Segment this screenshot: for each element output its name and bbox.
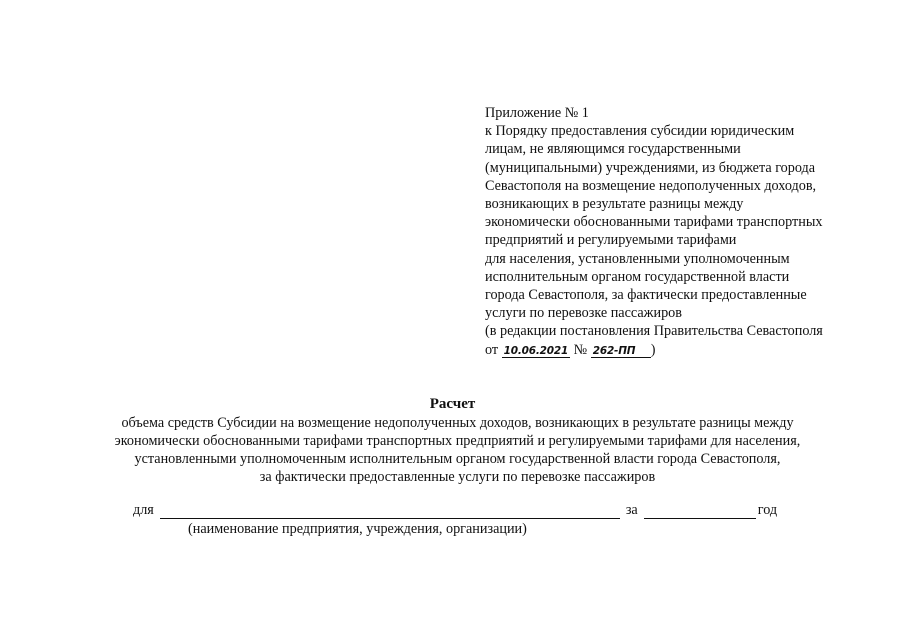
appendix-line: услуги по перевозке пассажиров xyxy=(485,305,682,322)
subtitle-line: установленными уполномоченным исполнительным органом государственной власти города Севастополя, xyxy=(134,451,781,467)
organization-form-row xyxy=(133,502,777,519)
appendix-line: лицам, не являющимся государственными xyxy=(485,141,741,158)
edition-prefix: от xyxy=(485,341,499,358)
edition-number-sign: № xyxy=(573,341,588,358)
for-label: для xyxy=(133,502,154,518)
organization-name-blank[interactable] xyxy=(160,504,620,519)
appendix-line: к Порядку предоставления субсидии юридическим xyxy=(485,123,795,140)
calculation-title: Расчет xyxy=(429,396,476,412)
appendix-line: Приложение № 1 xyxy=(485,105,589,121)
appendix-line: города Севастополя, за фактически предоставленные xyxy=(485,287,807,304)
organization-caption: (наименование предприятия, учреждения, организации) xyxy=(188,521,527,537)
appendix-line: экономически обоснованными тарифами транспортных xyxy=(485,214,823,231)
appendix-line: предприятий и регулируемыми тарифами xyxy=(485,232,737,249)
edition-line xyxy=(485,341,885,359)
appendix-line: (в редакции постановления Правительства Севастополя xyxy=(485,323,823,340)
appendix-header xyxy=(485,104,885,359)
appendix-line: Севастополя на возмещение недополученных доходов, xyxy=(485,177,817,194)
appendix-line: (муниципальными) учреждениями, из бюджета города xyxy=(485,159,816,176)
period-label: за xyxy=(625,502,638,518)
calculation-subtitle xyxy=(60,414,855,486)
subtitle-line: экономически обоснованными тарифами транспортных предприятий и регулируемыми тарифами для населения, xyxy=(114,433,801,449)
appendix-line: исполнительным органом государственной власти xyxy=(485,268,790,285)
edition-number: 262-ПП xyxy=(591,345,651,358)
appendix-line: для населения, установленными уполномоченным xyxy=(485,250,790,267)
subtitle-line: за фактически предоставленные услуги по перевозке пассажиров xyxy=(259,469,656,485)
edition-close: ) xyxy=(650,341,656,358)
appendix-line: возникающих в результате разницы между xyxy=(485,196,744,213)
year-label: год xyxy=(757,502,778,518)
year-blank[interactable] xyxy=(644,504,756,519)
subtitle-line: объема средств Субсидии на возмещение недополученных доходов, возникающих в результате разницы между xyxy=(121,415,794,431)
edition-date: 10.06.2021 xyxy=(503,344,569,357)
